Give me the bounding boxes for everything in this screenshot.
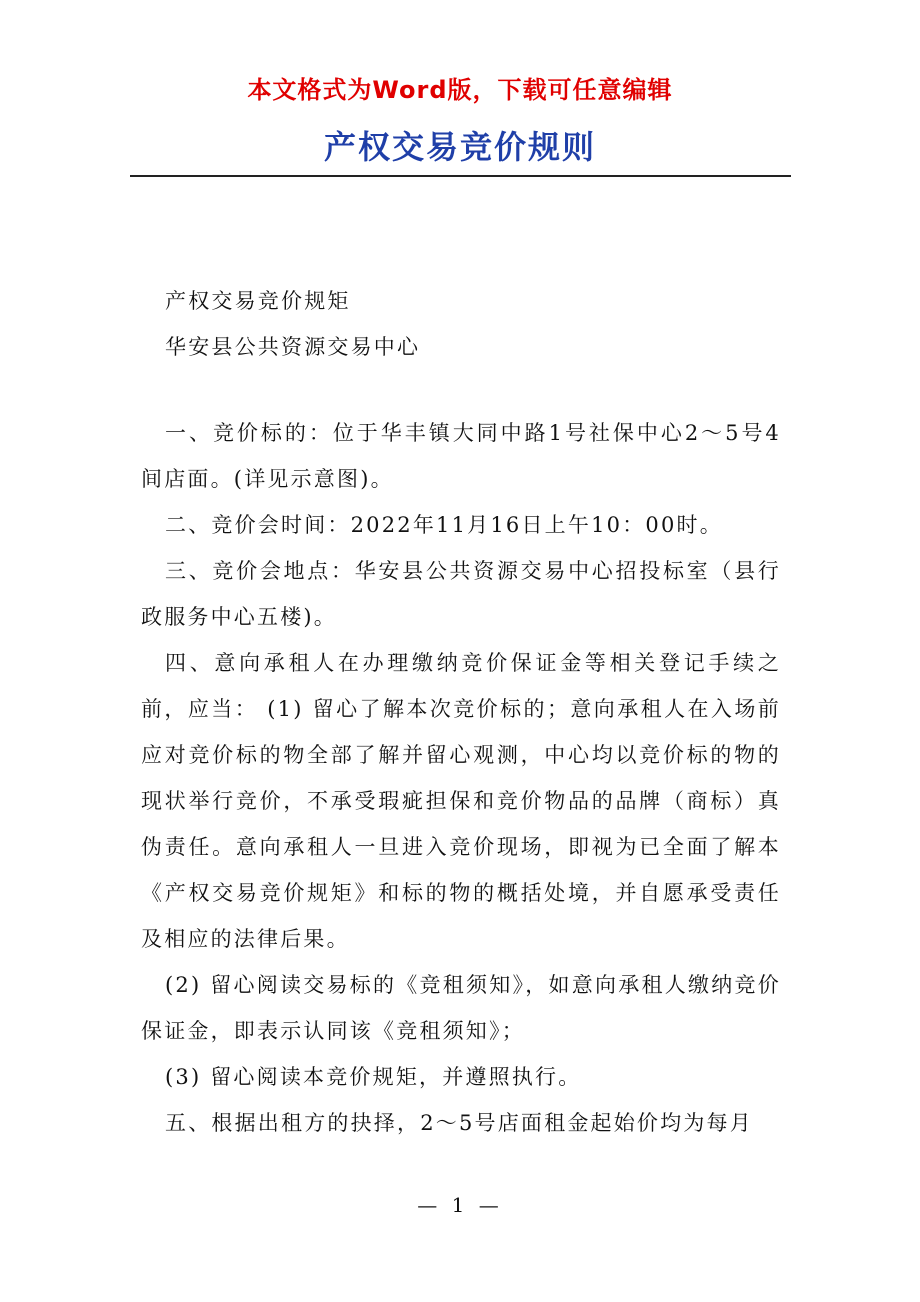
paragraph-location: 三、竞价会地点：华安县公共资源交易中心招投标室（县行政服务中心五楼)。 xyxy=(141,559,781,629)
page-number: — 1 — xyxy=(417,1193,503,1217)
header-line-center: 华安县公共资源交易中心 xyxy=(165,335,421,359)
header-line-rules: 产权交易竞价规矩 xyxy=(165,289,351,313)
blank-line xyxy=(141,370,781,410)
paragraph-time: 二、竞价会时间：2022年11月16日上午10：00时。 xyxy=(165,513,723,537)
paragraph-item-2: (2) 留心阅读交易标的《竞租须知》，如意向承租人缴纳竞价保证金，即表示认同该《竞租须知》； xyxy=(141,973,781,1043)
paragraph-subject: 一、竞价标的：位于华丰镇大同中路1号社保中心2～5号4间店面。(详见示意图)。 xyxy=(141,421,781,491)
paragraph-price: 五、根据出租方的抉择，2～5号店面租金起始价均为每月 xyxy=(165,1111,753,1135)
edit-notice-banner: 本文格式为Word版，下载可任意编辑 xyxy=(247,76,673,104)
title-divider xyxy=(130,175,791,177)
paragraph-item-3: (3) 留心阅读本竞价规矩，并遵照执行。 xyxy=(165,1065,582,1089)
document-body xyxy=(141,278,781,1146)
document-title: 产权交易竞价规则 xyxy=(323,128,596,166)
paragraph-requirements: 四、意向承租人在办理缴纳竞价保证金等相关登记手续之前，应当： (1) 留心了解本次竞价标的；意向承租人在入场前应对竞价标的物全部了解并留心观测，中心均以竞价标的物的现状举行竞价，不承受瑕疵担保和竞价物品的品牌（商标）真伪责任。意向承租人一旦进入竞价现场，即视为已全面了解本《产权交易竞价规矩》和标的物的概括处境，并自愿承受责任及相应的法律后果。 xyxy=(141,651,781,951)
